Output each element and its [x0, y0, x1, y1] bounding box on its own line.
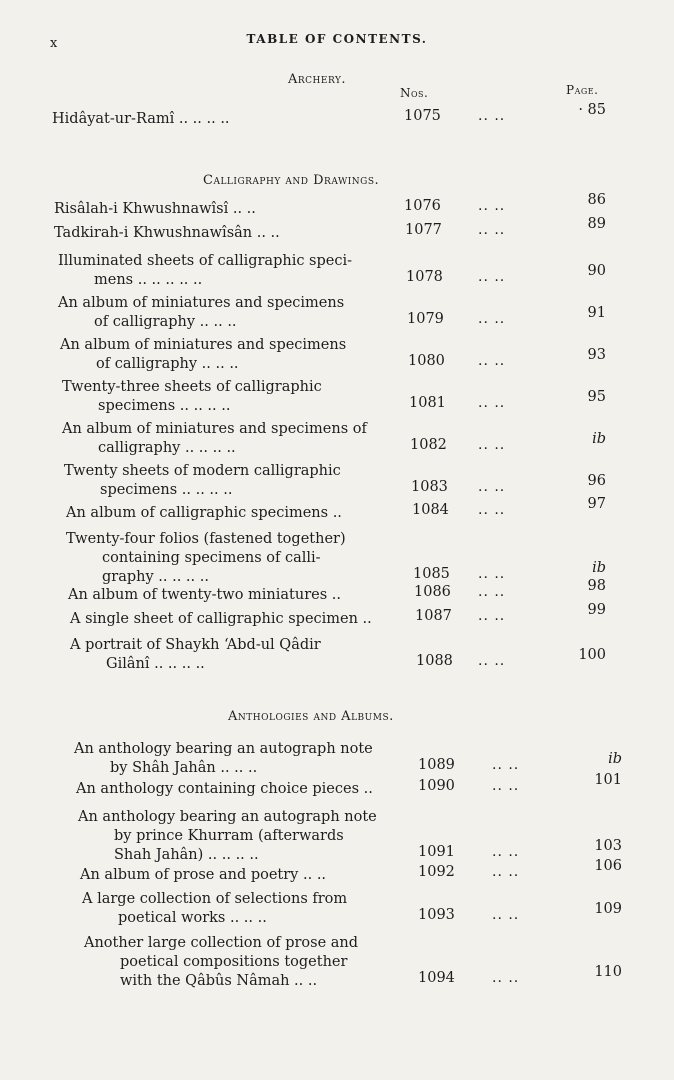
entry-title	[66, 504, 411, 523]
entry-page: 96	[587, 473, 606, 489]
leader-dots: .. ..	[478, 608, 506, 624]
entry-title-line: Hidâyat-ur-Ramî .. .. .. ..	[52, 111, 230, 127]
entry-title-line: An album of twenty-two miniatures ..	[68, 587, 341, 603]
entry-title-line: Illuminated sheets of calligraphic speci-	[58, 253, 353, 269]
entry-title-line: A single sheet of calligraphic specimen ..	[70, 611, 372, 627]
leader-dots: .. ..	[492, 907, 520, 923]
entry-page: 100	[578, 647, 606, 663]
entry-page: 110	[594, 964, 622, 980]
entry-title-line: An anthology bearing an autograph note	[74, 741, 373, 757]
leader-dots: .. ..	[492, 757, 520, 773]
entry-page: ib	[592, 560, 606, 576]
entry-page: 93	[587, 347, 606, 363]
entry-title-line: Tadkirah-i Khwushnawîsân .. ..	[54, 225, 280, 241]
entry-title-line: An album of calligraphic specimens ..	[66, 505, 342, 521]
entry-page: 91	[587, 305, 606, 321]
column-header-nos: Nos.	[400, 86, 429, 100]
entry-title	[70, 636, 415, 674]
entry-title-line: A large collection of selections from	[82, 891, 348, 907]
entry-page: 86	[587, 192, 606, 208]
entry-title	[84, 934, 429, 991]
entry-number: 1090	[418, 778, 455, 794]
entry-page: 109	[594, 901, 622, 917]
entry-title-line: A portrait of Shaykh ʻAbd-ul Qâdir	[70, 637, 321, 653]
entry-title	[70, 610, 415, 629]
entry-title	[76, 780, 421, 799]
leader-dots: .. ..	[492, 970, 520, 986]
entry-page: 99	[587, 602, 606, 618]
entry-title	[58, 294, 403, 332]
entry-title-line: containing specimens of calli-	[102, 550, 321, 566]
entry-title	[52, 110, 397, 129]
entry-title-line: poetical compositions together	[120, 954, 348, 970]
entry-title-line: by Shâh Jahân .. .. ..	[110, 760, 258, 776]
entry-number: 1076	[404, 198, 441, 214]
page-number: x	[50, 36, 58, 51]
entry-title	[66, 530, 411, 587]
entry-number: 1077	[405, 222, 442, 238]
entry-title-line: An anthology bearing an autograph note	[78, 809, 377, 825]
entry-number: 1089	[418, 757, 455, 773]
entry-title-line: Gilânî .. .. .. ..	[106, 656, 205, 672]
entry-title-line: poetical works .. .. ..	[118, 910, 267, 926]
entry-title-line: Shah Jahân) .. .. .. ..	[114, 847, 259, 863]
entry-title	[54, 200, 399, 219]
entry-title-line: Another large collection of prose and	[84, 935, 359, 951]
entry-title	[78, 808, 423, 865]
entry-page: 106	[594, 858, 622, 874]
entry-title	[54, 224, 399, 243]
entry-number: 1093	[418, 907, 455, 923]
entry-number: 1079	[407, 311, 444, 327]
leader-dots: .. ..	[478, 353, 506, 369]
leader-dots: .. ..	[478, 222, 506, 238]
entry-page: 101	[594, 772, 622, 788]
leader-dots: .. ..	[478, 584, 506, 600]
section-title: Calligraphy and Drawings.	[203, 173, 380, 188]
entry-page: 90	[587, 263, 606, 279]
entry-number: 1078	[406, 269, 443, 285]
section-title: Archery.	[288, 72, 347, 87]
page-title: TABLE OF CONTENTS.	[246, 32, 428, 46]
leader-dots: .. ..	[478, 479, 506, 495]
entry-page: 103	[594, 838, 622, 854]
entry-title	[68, 586, 413, 605]
section-title: Anthologies and Albums.	[228, 709, 394, 724]
leader-dots: .. ..	[478, 502, 506, 518]
entry-title-line: of calligraphy .. .. ..	[94, 314, 237, 330]
entry-title	[64, 462, 409, 500]
entry-title	[58, 252, 403, 290]
entry-page: · 85	[578, 102, 606, 118]
leader-dots: .. ..	[492, 864, 520, 880]
entry-page: 89	[587, 216, 606, 232]
entry-number: 1080	[408, 353, 445, 369]
leader-dots: .. ..	[492, 844, 520, 860]
entry-title	[62, 420, 407, 458]
entry-number: 1082	[410, 437, 447, 453]
entry-title-line: by prince Khurram (afterwards	[114, 828, 344, 844]
entry-title-line: Risâlah-i Khwushnawîsî .. ..	[54, 201, 256, 217]
entry-number: 1094	[418, 970, 455, 986]
leader-dots: .. ..	[478, 108, 506, 124]
entry-number: 1091	[418, 844, 455, 860]
leader-dots: .. ..	[478, 269, 506, 285]
entry-number: 1092	[418, 864, 455, 880]
entry-number: 1083	[411, 479, 448, 495]
entry-number: 1086	[414, 584, 451, 600]
entry-title-line: An album of miniatures and specimens	[58, 295, 345, 311]
entry-number: 1085	[413, 566, 450, 582]
leader-dots: .. ..	[478, 311, 506, 327]
entry-title-line: An album of miniatures and specimens of	[62, 421, 367, 437]
entry-number: 1087	[415, 608, 452, 624]
entry-title-line: with the Qâbûs Nâmah .. ..	[120, 973, 318, 989]
entry-page: 98	[587, 578, 606, 594]
entry-page: ib	[592, 431, 606, 447]
entry-title-line: An album of miniatures and specimens	[60, 337, 347, 353]
entry-number: 1084	[412, 502, 449, 518]
entry-title	[82, 890, 427, 928]
entry-title-line: mens .. .. .. .. ..	[94, 272, 203, 288]
entry-title-line: of calligraphy .. .. ..	[96, 356, 239, 372]
entry-number: 1075	[404, 108, 441, 124]
entry-title	[60, 336, 405, 374]
leader-dots: .. ..	[478, 437, 506, 453]
entry-number: 1088	[416, 653, 453, 669]
entry-title	[80, 866, 425, 885]
entry-title-line: An anthology containing choice pieces ..	[76, 781, 373, 797]
entry-title-line: An album of prose and poetry .. ..	[80, 867, 327, 883]
entry-title-line: Twenty sheets of modern calligraphic	[64, 463, 341, 479]
leader-dots: .. ..	[478, 566, 506, 582]
entry-title	[62, 378, 407, 416]
entry-title-line: calligraphy .. .. .. ..	[98, 440, 236, 456]
entry-number: 1081	[409, 395, 446, 411]
entry-title-line: graphy .. .. .. ..	[102, 569, 209, 585]
leader-dots: .. ..	[478, 198, 506, 214]
entry-title-line: specimens .. .. .. ..	[98, 398, 231, 414]
leader-dots: .. ..	[478, 395, 506, 411]
column-header-page: Page.	[566, 83, 599, 97]
entry-page: 97	[587, 496, 606, 512]
entry-title-line: specimens .. .. .. ..	[100, 482, 233, 498]
entry-page: 95	[587, 389, 606, 405]
entry-title-line: Twenty-three sheets of calligraphic	[62, 379, 322, 395]
leader-dots: .. ..	[492, 778, 520, 794]
entry-title-line: Twenty-four folios (fastened together)	[66, 531, 346, 547]
leader-dots: .. ..	[478, 653, 506, 669]
entry-page: ib	[608, 751, 622, 767]
entry-title	[74, 740, 419, 778]
